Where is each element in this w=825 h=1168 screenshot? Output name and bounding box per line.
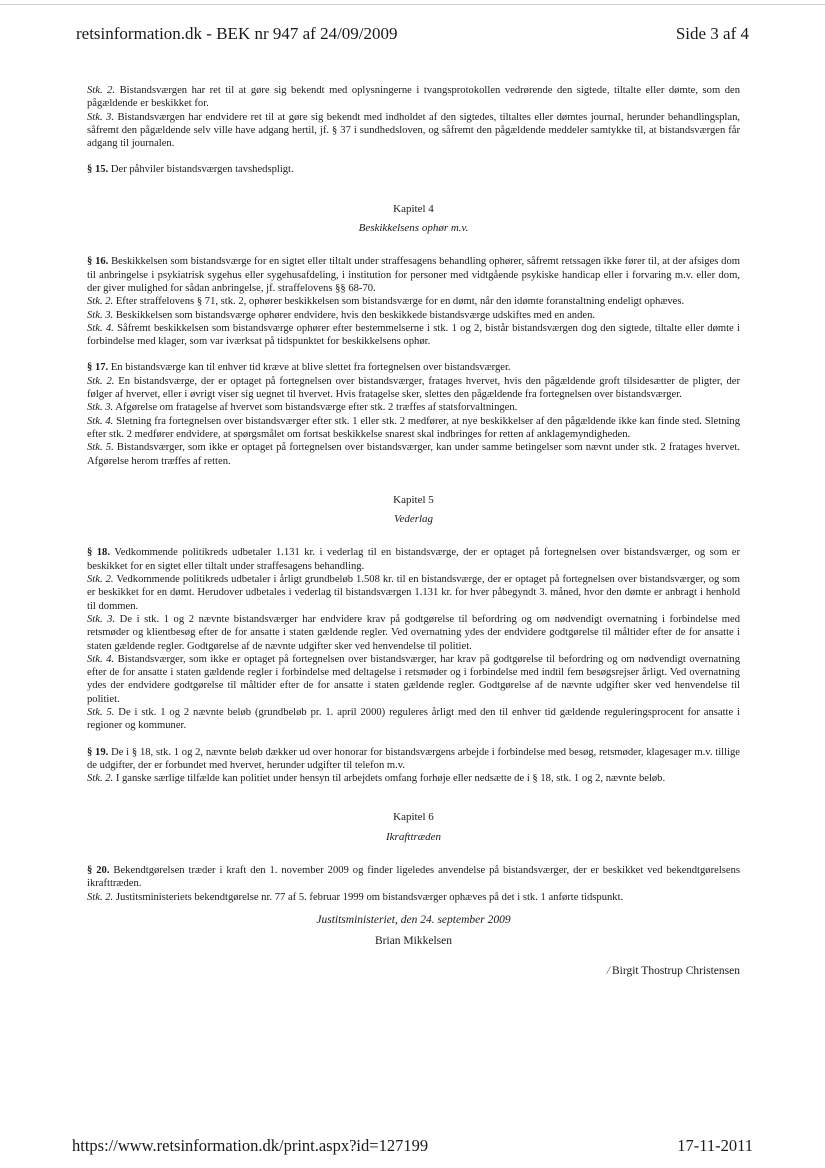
chapter-5-title: Vederlag bbox=[393, 513, 434, 526]
header-title: retsinformation.dk - BEK nr 947 af 24/09/2009 bbox=[76, 24, 398, 43]
chapter-4-number: Kapitel 4 bbox=[393, 202, 434, 215]
s18-stk5: Stk. 5. De i stk. 1 og 2 nævnte beløb (grundbeløb pr. 1. april 2000) reguleres årligt med den til enhver tid gældende reguleringsprocent for ansatte i regioner og kommuner. bbox=[87, 706, 740, 732]
s16-stk4: Stk. 4. Såfremt beskikkelsen som bistandsværge ophører efter bestemmelserne i stk. 1 og 2, bistår bistandsværgen dog den sigtede, tiltalte eller dømte i forbindelse med klager, som var iværksat på tidspunktet for beskikkelsens ophør. bbox=[87, 322, 740, 348]
signature-minister: Brian Mikkelsen bbox=[375, 935, 452, 948]
chapter-6-number: Kapitel 6 bbox=[393, 811, 434, 824]
s17-stk2: Stk. 2. En bistandsværge, der er optaget på fortegnelsen over bistandsværger, fratages hvervet, hvis den pågældende groft tilsidesætter de pligter, der følger af hvervet, eller i øvrigt viser sig uegnet til hvervet. Hvis fratagelse sker, slettes den pågældende fra fortegnelsen over bistandsværger. bbox=[87, 375, 740, 401]
s14-stk3: Stk. 3. Bistandsværgen har endvidere ret til at gøre sig bekendt med indholdet af den sigtedes, tiltaltes eller dømtes journal, herunder behandlingsplan, såfremt den pågældende selv ville have adgang hertil, jf. § 37 i sundhedsloven, og såfremt den pågældende meddeler samtykke til, at bistandsværgen får adgang til journalen. bbox=[87, 111, 741, 150]
chapter-6-title: Ikrafttræden bbox=[386, 830, 441, 843]
section-20: § 20. Bekendtgørelsen træder i kraft den 1. november 2009 og finder ligeledes anvendelse på bistandsværger, der er beskikket ved bekendtgørelsens ikrafttræden. bbox=[87, 865, 741, 890]
s16-stk2: Stk. 2. Efter straffelovens § 71, stk. 2, ophører beskikkelsen som bistandsværge for en dømt, når den idømte foranstaltning endeligt ophæves. bbox=[87, 296, 685, 308]
chapter-4-title: Beskikkelsens ophør m.v. bbox=[358, 222, 469, 235]
s17-stk5: Stk. 5. Bistandsværger, som ikke er optaget på fortegnelsen over bistandsværger, kan under samme betingelser som nævnt under stk. 2 fratages hvervet. Afgørelse herom træffes af retten. bbox=[87, 442, 741, 467]
s18-stk2: Stk. 2. Vedkommende politikreds udbetaler i årligt grundbeløb 1.508 kr. til en bistandsværge, der er optaget på fortegnelsen over bistandsværger, og som er beskikket for en dømt. Herudover udbetales i vederlag til bistandsværgen 1.131 kr. for hver påbegyndt 3. måned, hvor den dømte er anbragt i henhold til dommen. bbox=[87, 574, 740, 612]
s18-stk4: Stk. 4. Bistandsværger, som ikke er optaget på fortegnelsen over bistandsværger, har krav på godtgørelse til befordring og om nødvendigt overnatning efter de for ansatte i staten gældende regler i forbindelse med deltagelse i retsmøder og i forbindelse med indtil fem besøgsrejser årligt. Ved overnatning ydes der endvidere godtgørelse til måltider efter de for ansatte i staten gældende regler. Godtgørelse af de nævnte udgifter sker ved henvendelse til politiet. bbox=[87, 653, 740, 705]
signature-mark-icon: / bbox=[606, 964, 610, 977]
s17-stk3: Stk. 3. Afgørelse om fratagelse af hvervet som bistandsværge efter stk. 2 træffes af statsforvaltningen. bbox=[87, 402, 518, 414]
section-19: § 19. De i § 18, stk. 1 og 2, nævnte beløb dækker ud over honorar for bistandsværgens arbejde i forbindelse med besøg, retsmøder, klagesager m.v. tillige de udgifter, der er forbundet med hvervet, herunder udgifter til telefon m.v. bbox=[87, 746, 741, 771]
s20-stk2: Stk. 2. Justitsministeriets bekendtgørelse nr. 77 af 5. februar 1999 om bistandsværger ophæves på det i stk. 1 anførte tidspunkt. bbox=[87, 891, 624, 903]
s19-stk2: Stk. 2. I ganske særlige tilfælde kan politiet under hensyn til arbejdets omfang forhøje eller nedsætte de i § 18, stk. 1 og 2, nævnte beløb. bbox=[87, 773, 666, 785]
document-body bbox=[87, 84, 740, 978]
footer-date: 17-11-2011 bbox=[677, 1136, 753, 1155]
chapter-5-number: Kapitel 5 bbox=[393, 493, 434, 506]
section-16: § 16. Beskikkelsen som bistandsværge for en sigtet eller tiltalt under straffesagens behandling ophører, såfremt retssagen ikke fører til, at der afsiges dom til anbringelse i psykiatrisk sygehus eller sygehusafdeling, i institution for personer med vidtgående psykiske handicap eller i forvaring m.v. eller dom, der giver mulighed for sådan anbringelse, jf. straffelovens §§ 68-70. bbox=[87, 256, 741, 294]
footer-url: https://www.retsinformation.dk/print.aspx?id=127199 bbox=[72, 1136, 429, 1155]
s18-stk3: Stk. 3. De i stk. 1 og 2 nævnte bistandsværger har endvidere krav på godtgørelse til befordring og om nødvendigt overnatning i forbindelse med retsmøder og klientbesøg efter de for ansatte i staten gældende regler. Ved overnatning ydes der endvidere godtgørelse til måltider efter de for ansatte i staten gældende regler. Godtgørelse af de nævnte udgifter sker ved henvendelse til politiet. bbox=[87, 613, 740, 652]
s17-stk4: Stk. 4. Sletning fra fortegnelsen over bistandsværger efter stk. 1 eller stk. 2 medfører, at nye beskikkelser af den pågældende ikke kan finde sted. Sletning efter stk. 2 medfører endvidere, at spørgsmålet om fortsat beskikkelse snarest skal indbringes for retten af anklagemyndigheden. bbox=[87, 415, 741, 440]
print-footer bbox=[72, 1136, 753, 1156]
header-page-number: Side 3 af 4 bbox=[675, 24, 749, 43]
signature-official: / Birgit Thostrup Christensen bbox=[606, 964, 740, 977]
signature-ministry-date: Justitsministeriet, den 24. september 2009 bbox=[316, 913, 511, 926]
section-15: § 15. Der påhviler bistandsværgen tavshedspligt. bbox=[87, 164, 294, 176]
print-header bbox=[76, 24, 749, 48]
s16-stk3: Stk. 3. Beskikkelsen som bistandsværge ophører endvidere, hvis den beskikkede bistandsværge udskiftes med en anden. bbox=[87, 309, 596, 321]
section-17: § 17. En bistandsværge kan til enhver tid kræve at blive slettet fra fortegnelsen over bistandsværger. bbox=[87, 362, 511, 374]
section-18: § 18. Vedkommende politikreds udbetaler 1.131 kr. i vederlag til en bistandsværge, der er optaget på fortegnelsen over bistandsværger, og som er beskikket for en sigtet eller tiltalt under straffesagens behandling. bbox=[87, 547, 741, 572]
s14-stk2: Stk. 2. Bistandsværgen har ret til at gøre sig bekendt med oplysningerne i tvangsprotokollen vedrørende den sigtede, tiltalte eller dømte, som den pågældende er beskikket for. bbox=[87, 85, 741, 110]
top-border bbox=[0, 4, 825, 5]
